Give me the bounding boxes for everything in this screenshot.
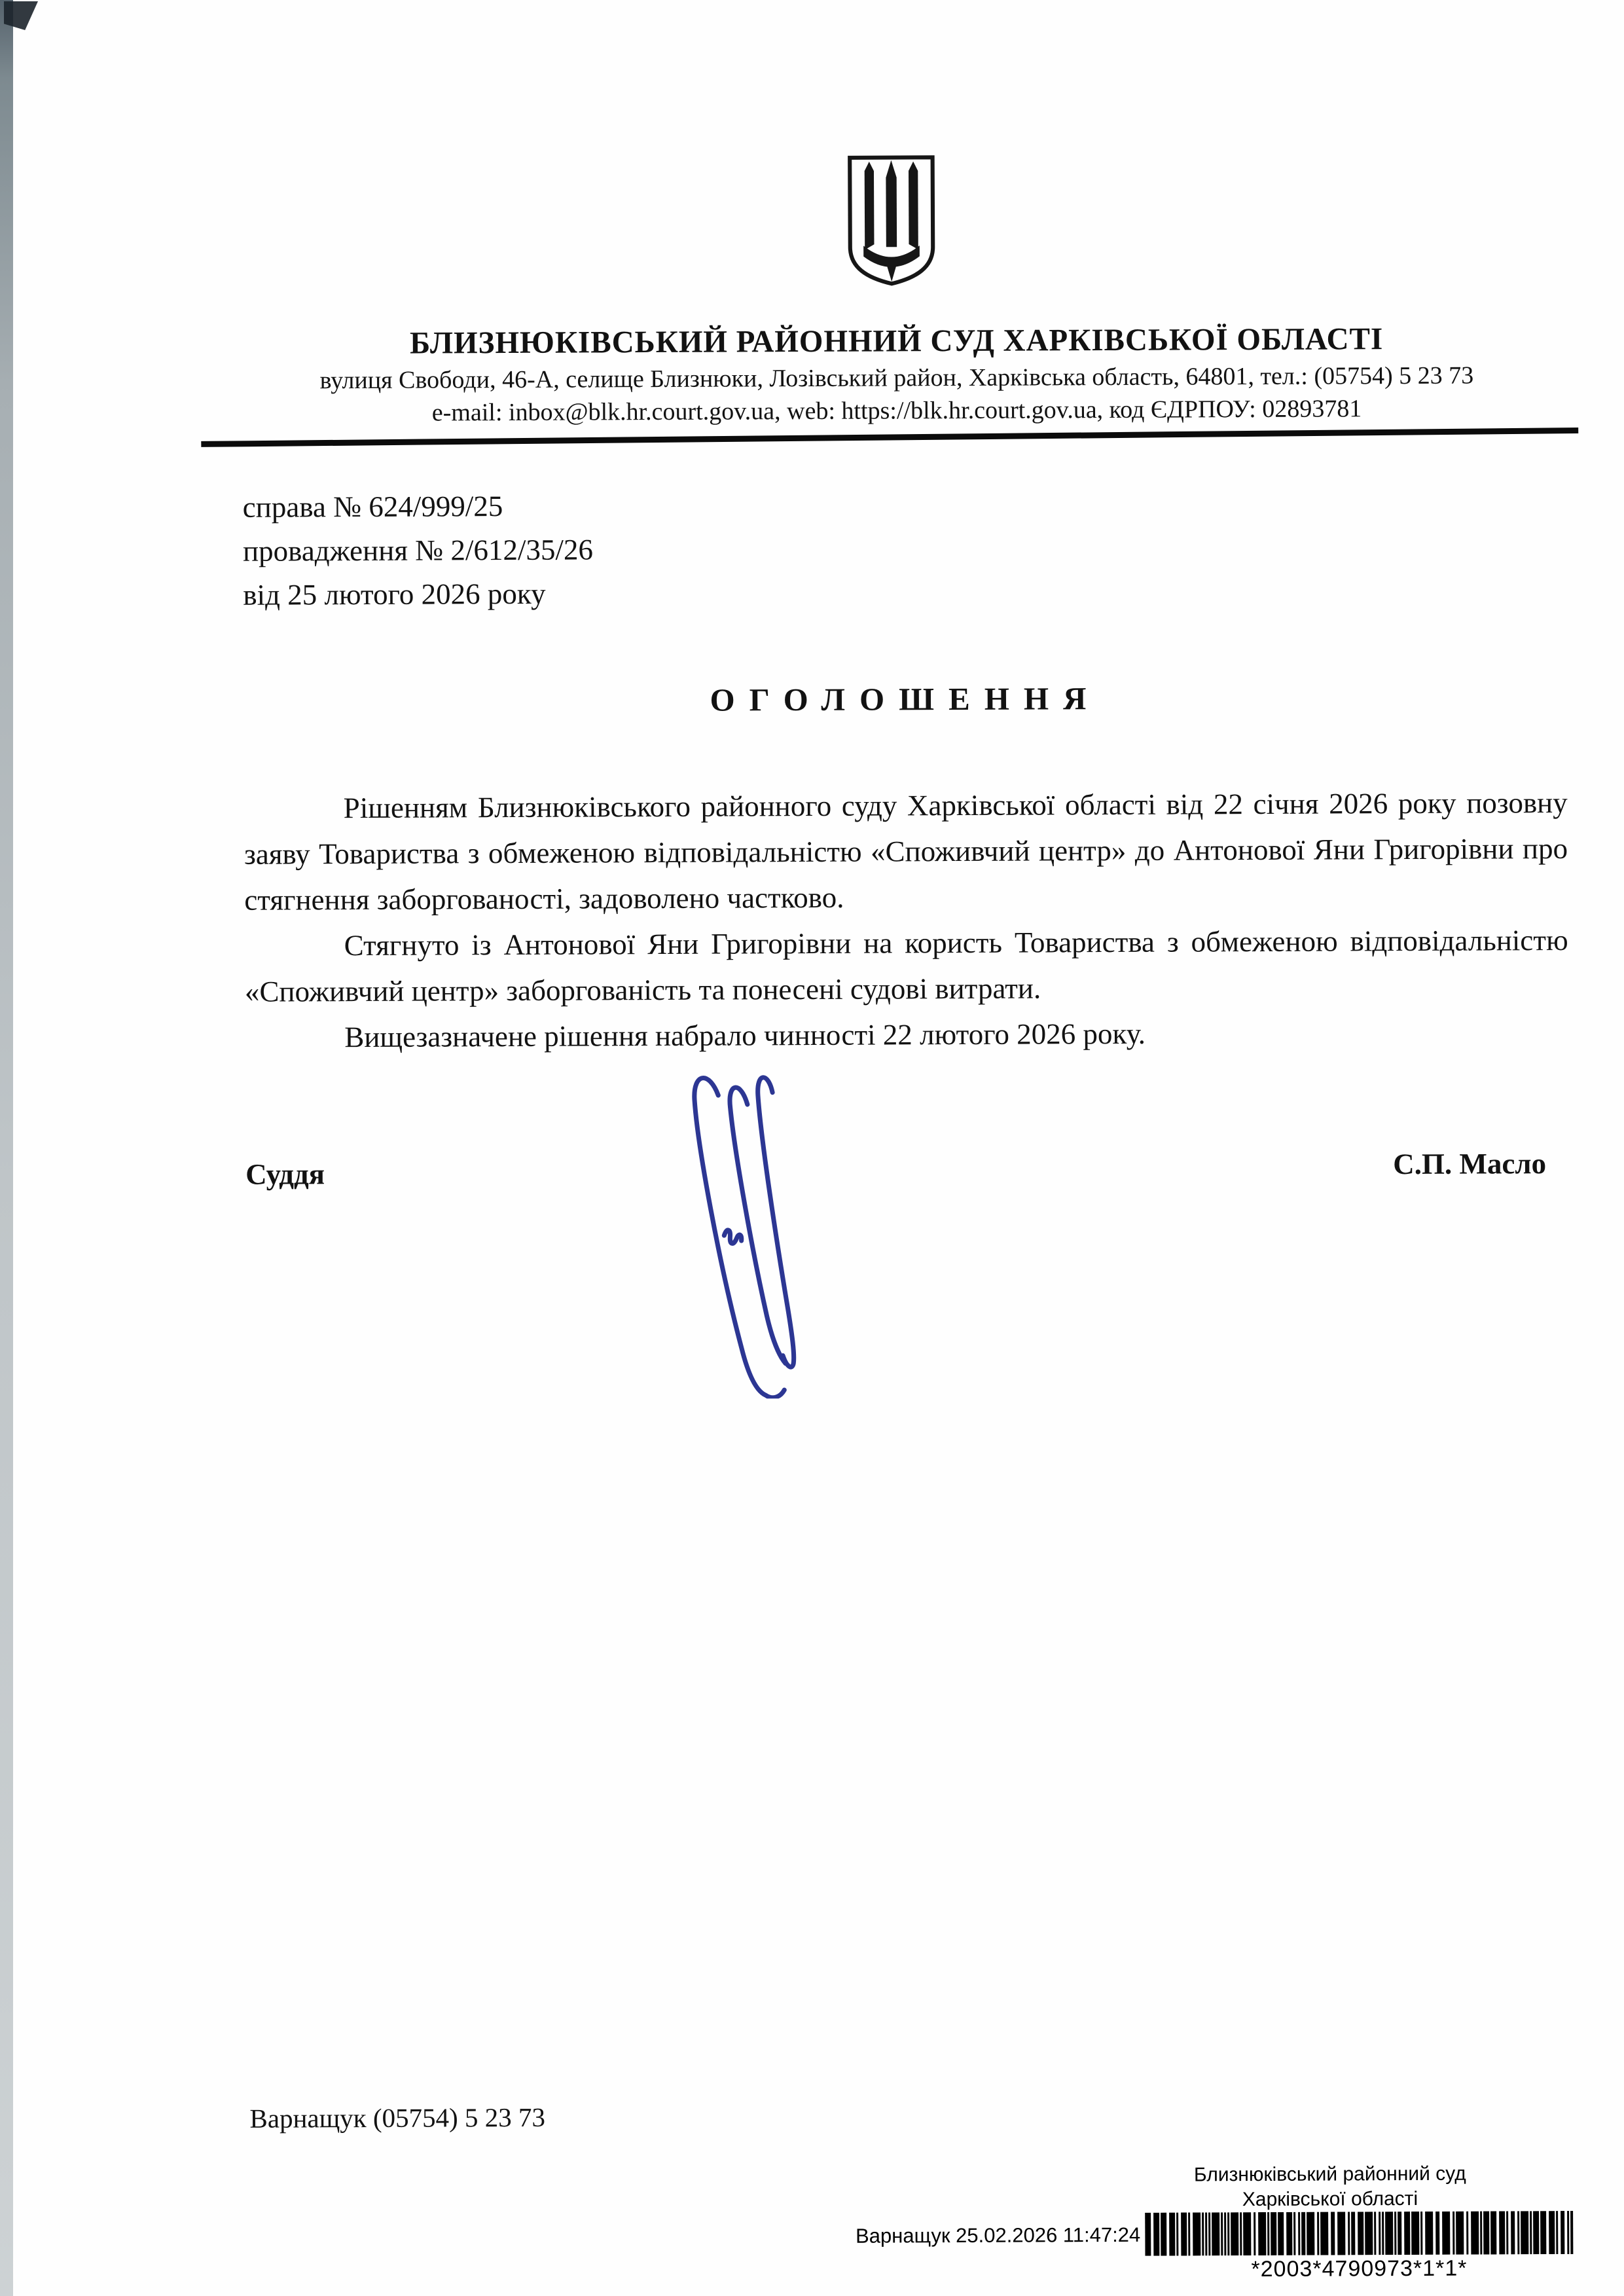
stamp-court-name-line2: Харківської області (1242, 2187, 1418, 2211)
clerk-contact-line: Варнащук (05754) 5 23 73 (249, 2102, 546, 2134)
proceeding-number-line: провадження № 2/612/35/26 (242, 533, 594, 568)
court-address-line: вулиця Свободи, 46-А, селище Близнюки, Лозівський район, Харківська область, 64801, тел.: (05754) 5 23 73 (319, 361, 1474, 395)
coat-of-arms-icon (842, 152, 940, 289)
case-number-line: справа № 624/999/25 (242, 490, 503, 524)
court-contact-line: e-mail: inbox@blk.hr.court.gov.ua, web: https://blk.hr.court.gov.ua, код ЄДРПОУ: 02893781 (431, 395, 1362, 427)
case-info-block (243, 484, 594, 617)
stamp-operator-datetime: Варнащук 25.02.2026 11:47:24 (855, 2223, 1141, 2248)
body-paragraph: Вищезазначене рішення набрало чинності 22 лютого 2026 року. (344, 1017, 1146, 1054)
barcode (1145, 2211, 1573, 2256)
body-paragraph: Стягнуто із Антонової Яни Григорівни на користь Товариства з обмеженою відповідальністю «Споживчий центр» заборгованість та понесені судові витрати. (244, 923, 1568, 1008)
judge-name: С.П. Масло (1393, 1147, 1547, 1181)
document-title: ОГОЛОШЕННЯ (710, 680, 1101, 718)
stamp-court-name-line1: Близнюківський районний суд (1193, 2162, 1466, 2186)
case-date-line: від 25 лютого 2026 року (243, 577, 546, 611)
judge-signature-ink (654, 1065, 828, 1399)
court-name-heading: БЛИЗНЮКІВСЬКИЙ РАЙОННИЙ СУД ХАРКІВСЬКОЇ ОБЛАСТІ (409, 321, 1384, 361)
barcode-value: *2003*4790973*1*1* (1251, 2255, 1468, 2282)
judge-label: Суддя (245, 1157, 325, 1191)
header-divider-rule (201, 428, 1578, 447)
announcement-body (244, 780, 1569, 1061)
body-paragraph: Рішенням Близнюківського районного суду Харківської області від 22 січня 2026 року позовну заяву Товариства з обмеженою відповідальністю «Споживчий центр» до Антонової Яни Григорівни про стягнення заборгованості, задоволено частково. (244, 786, 1568, 917)
